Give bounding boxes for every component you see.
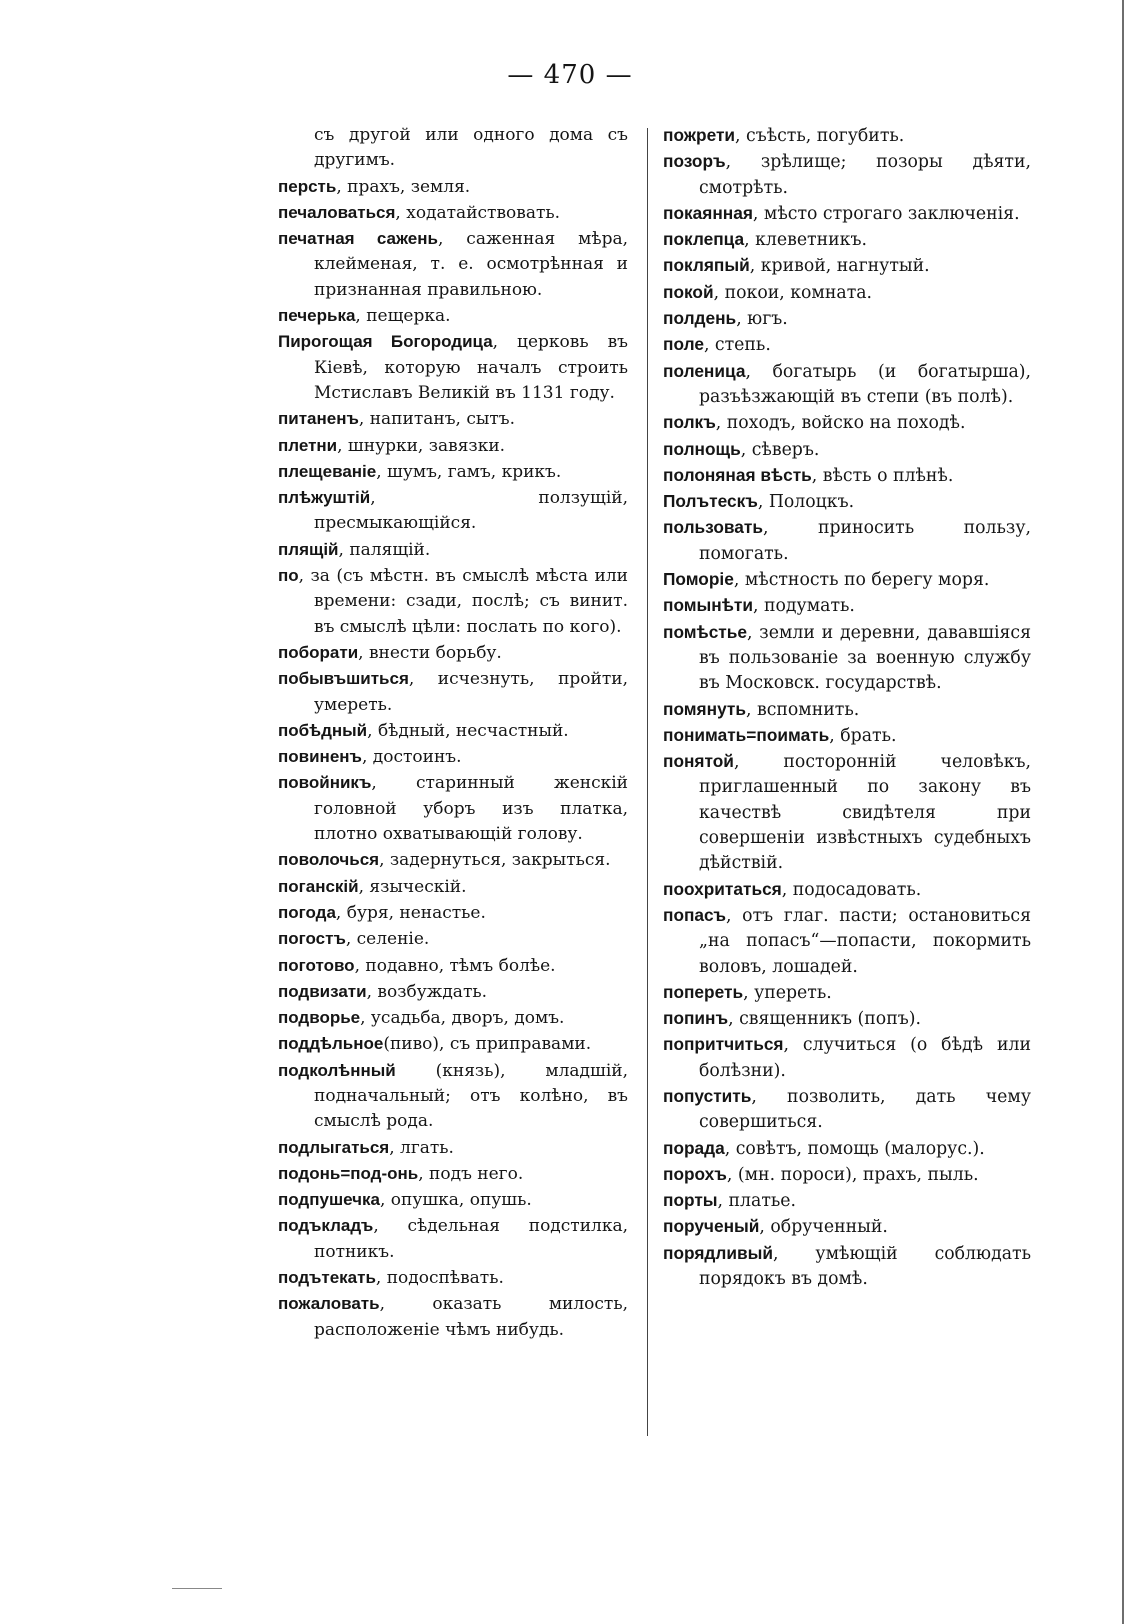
entry-headword: порохъ bbox=[663, 1163, 727, 1184]
left-column bbox=[278, 123, 628, 1343]
dictionary-entry bbox=[663, 332, 1031, 358]
entry-headword: порядливый bbox=[663, 1242, 773, 1263]
entry-definition: , пещерка. bbox=[355, 306, 451, 327]
dictionary-entry bbox=[663, 1241, 1031, 1293]
dictionary-entry bbox=[278, 329, 628, 406]
dictionary-entry bbox=[278, 174, 628, 200]
entry-definition: , умѣющій соблюдать порядокъ въ домѣ. bbox=[699, 1243, 1031, 1290]
dictionary-entry bbox=[663, 749, 1031, 876]
entry-headword: погостъ bbox=[278, 929, 346, 949]
entry-headword: плещеваніе bbox=[278, 461, 377, 481]
entry-definition: , селеніе. bbox=[345, 929, 430, 950]
dictionary-entry bbox=[663, 593, 1031, 619]
entry-definition: , шнурки, завязки. bbox=[337, 435, 506, 456]
dictionary-entry bbox=[278, 226, 628, 303]
entry-definition: , упереть. bbox=[743, 982, 832, 1003]
dictionary-entry bbox=[278, 1291, 628, 1343]
entry-definition: , внести борьбу. bbox=[358, 642, 502, 663]
dictionary-entry bbox=[278, 770, 628, 847]
entry-definition: , священникъ (попъ). bbox=[728, 1009, 921, 1030]
entry-headword: поохритаться bbox=[663, 878, 782, 899]
entry-definition: , саженная мѣра, клейменая, т. е. осмотрѣнная и признанная правильною. bbox=[314, 229, 629, 300]
entry-definition: , шумъ, гамъ, крикъ. bbox=[376, 461, 562, 482]
dictionary-entry bbox=[278, 718, 628, 744]
dictionary-entry bbox=[278, 1161, 628, 1187]
dictionary-entry bbox=[278, 874, 628, 900]
dictionary-entry bbox=[278, 953, 628, 979]
entry-headword: попереть bbox=[663, 981, 744, 1002]
entry-headword: понимать=поимать bbox=[663, 724, 830, 745]
entry-definition: , подоспѣвать. bbox=[375, 1268, 504, 1289]
dictionary-entry bbox=[663, 280, 1031, 306]
entry-definition: , совѣтъ, помощь (малорус.). bbox=[724, 1138, 985, 1159]
dictionary-entry bbox=[663, 123, 1031, 149]
dictionary-entry bbox=[663, 306, 1031, 332]
entry-definition: , съѣсть, погубить. bbox=[735, 126, 905, 146]
entry-definition: , мѣсто строгаго заключенія. bbox=[752, 203, 1020, 224]
entry-definition: , языческій. bbox=[358, 876, 467, 897]
entry-headword: понятой bbox=[663, 751, 734, 772]
entry-headword: Поморіе bbox=[663, 569, 734, 590]
entry-definition: , Полоцкъ. bbox=[757, 492, 855, 513]
entry-definition: , отъ глаг. пасти; остановиться „на попасъ“—попасти, покормить воловъ, лошадей. bbox=[699, 905, 1031, 977]
dictionary-entry bbox=[278, 1005, 628, 1031]
dictionary-entry bbox=[278, 847, 628, 873]
entry-definition: , клеветникъ. bbox=[744, 230, 867, 251]
dictionary-entry bbox=[278, 1213, 628, 1265]
entry-headword: полкъ bbox=[663, 412, 716, 433]
entry-definition: , платье. bbox=[717, 1191, 797, 1212]
dictionary-entry bbox=[663, 877, 1031, 903]
entry-definition: , бѣдный, несчастный. bbox=[367, 720, 569, 741]
entry-definition: , зрѣлище; позоры дѣяти, смотрѣть. bbox=[699, 152, 1031, 198]
dictionary-entry bbox=[278, 200, 628, 226]
entry-headword: подонь=под-онь bbox=[278, 1163, 419, 1183]
dictionary-entry bbox=[278, 666, 628, 718]
entry-headword: Пирогощая Богородица bbox=[278, 332, 493, 352]
page-number: — 470 — bbox=[507, 60, 633, 90]
entry-definition: , подавно, тѣмъ болѣе. bbox=[354, 955, 556, 976]
page-edge-line bbox=[1122, 0, 1124, 1624]
entry-definition: , сѣверъ. bbox=[740, 439, 820, 460]
entry-definition: , оказать милость, расположеніе чѣмъ нибудь. bbox=[314, 1294, 628, 1340]
entry-headword: позоръ bbox=[663, 151, 726, 172]
entry-headword: подпушечка bbox=[278, 1190, 380, 1210]
dictionary-entry bbox=[278, 900, 628, 926]
entry-definition: , случиться (о бѣдѣ или болѣзни). bbox=[699, 1035, 1031, 1081]
entry-headword: порада bbox=[663, 1137, 725, 1158]
entry-headword: поддѣльное bbox=[278, 1034, 384, 1054]
dictionary-entry bbox=[663, 567, 1031, 593]
dictionary-entry bbox=[663, 1214, 1031, 1240]
entry-definition: , подъ него. bbox=[418, 1163, 524, 1184]
entry-definition: , вспомнить. bbox=[745, 699, 860, 720]
entry-headword: поволочься bbox=[278, 850, 380, 870]
dictionary-entry bbox=[663, 1136, 1031, 1162]
dictionary-entry bbox=[663, 1006, 1031, 1032]
entry-headword: покой bbox=[663, 281, 714, 302]
entry-headword: пожрети bbox=[663, 125, 736, 145]
dictionary-entry bbox=[663, 489, 1031, 515]
entry-headword: поганскій bbox=[278, 876, 359, 896]
dictionary-entry bbox=[663, 359, 1031, 411]
dictionary-entry bbox=[663, 515, 1031, 567]
entry-definition: , задернуться, закрыться. bbox=[379, 850, 611, 871]
entry-headword: поготово bbox=[278, 955, 355, 975]
entry-headword: поборати bbox=[278, 642, 359, 662]
entry-headword: поленица bbox=[663, 360, 746, 381]
dictionary-entry bbox=[278, 1135, 628, 1161]
footer-rule bbox=[172, 1588, 222, 1589]
entry-headword: помянуть bbox=[663, 698, 746, 719]
dictionary-entry bbox=[278, 303, 628, 329]
entry-definition: , приносить пользу, помогать. bbox=[699, 518, 1031, 564]
dictionary-entry bbox=[278, 1187, 628, 1213]
entry-definition: , брать. bbox=[829, 725, 897, 746]
entry-headword: полдень bbox=[663, 308, 737, 329]
dictionary-entry bbox=[663, 437, 1031, 463]
entry-headword: побѣдный bbox=[278, 720, 368, 740]
entry-definition: , усадьба, дворъ, домъ. bbox=[360, 1008, 565, 1029]
right-column bbox=[663, 123, 1031, 1292]
entry-definition: , походъ, войско на походѣ. bbox=[715, 413, 966, 434]
dictionary-entry bbox=[663, 1032, 1031, 1084]
dictionary-entry bbox=[278, 459, 628, 485]
dictionary-entry bbox=[278, 1058, 628, 1135]
entry-definition: , позволить, дать чему совершиться. bbox=[699, 1086, 1031, 1133]
entry-definition: , опушка, опушь. bbox=[379, 1190, 532, 1211]
entry-headword: покаянная bbox=[663, 202, 753, 223]
entry-definition: , кривой, нагнутый. bbox=[749, 256, 930, 277]
entry-headword: печаловаться bbox=[278, 202, 396, 222]
entry-definition: , (мн. пороси), прахъ, пыль. bbox=[726, 1164, 979, 1185]
dictionary-entry bbox=[278, 537, 628, 563]
entry-headword: попасъ bbox=[663, 904, 727, 925]
entry-headword: плетни bbox=[278, 435, 338, 455]
dictionary-entry bbox=[663, 1162, 1031, 1188]
entry-headword: погода bbox=[278, 902, 336, 922]
entry-headword: порученый bbox=[663, 1216, 760, 1237]
dictionary-entry bbox=[663, 1084, 1031, 1136]
entry-headword: плѣжуштій bbox=[278, 488, 371, 508]
dictionary-entry bbox=[663, 410, 1031, 436]
entry-definition: (пиво), съ приправами. bbox=[383, 1034, 592, 1055]
entry-headword: Полътескъ bbox=[663, 491, 758, 512]
entry-headword: печерька bbox=[278, 306, 356, 326]
dictionary-entry bbox=[278, 406, 628, 432]
entry-definition: , буря, ненастье. bbox=[335, 902, 486, 923]
dictionary-entry bbox=[278, 1265, 628, 1291]
entry-definition: , покои, комната. bbox=[713, 282, 873, 303]
dictionary-entry bbox=[663, 903, 1031, 980]
entry-definition: , напитанъ, сытъ. bbox=[358, 409, 515, 430]
entry-headword: пожаловать bbox=[278, 1294, 380, 1314]
dictionary-entry bbox=[278, 433, 628, 459]
entry-definition: съ другой или одного дома съ другимъ. bbox=[314, 125, 628, 171]
entry-definition: , богатырь (и богатырша), разъѣзжающій въ степи (въ полѣ). bbox=[699, 361, 1031, 407]
entry-definition: , достоинъ. bbox=[361, 747, 462, 768]
dictionary-entry bbox=[278, 979, 628, 1005]
dictionary-entry bbox=[663, 723, 1031, 749]
entry-definition: , за (съ мѣстн. въ смыслѣ мѣста или времени: сзади, послѣ; съ винит. въ смыслѣ цѣли: послать по кого). bbox=[298, 566, 628, 637]
entry-definition: , возбуждать. bbox=[366, 981, 488, 1002]
entry-definition: , мѣстность по берегу моря. bbox=[733, 570, 990, 591]
dictionary-entry bbox=[278, 926, 628, 952]
entry-definition: , посторонній человѣкъ, приглашенный по закону въ качествѣ свидѣтеля при совершеніи извѣстныхъ судебныхъ дѣйствій. bbox=[699, 752, 1031, 874]
entry-headword: повиненъ bbox=[278, 747, 362, 767]
entry-definition: , степь. bbox=[703, 335, 771, 356]
entry-headword: побывъшиться bbox=[278, 669, 409, 689]
entry-definition: , подосадовать. bbox=[781, 879, 922, 900]
entry-definition: (князь), младшій, подначальный; отъ колѣно, въ смыслѣ рода. bbox=[314, 1060, 628, 1132]
entry-headword: плящій bbox=[278, 539, 339, 559]
dictionary-entry bbox=[278, 563, 628, 640]
dictionary-entry bbox=[663, 620, 1031, 697]
entry-definition: , ползущій, пресмыкающійся. bbox=[314, 488, 628, 534]
entry-headword: подлыгаться bbox=[278, 1137, 390, 1157]
column-divider bbox=[647, 128, 648, 1436]
entry-headword: попинъ bbox=[663, 1008, 729, 1029]
dictionary-entry bbox=[663, 201, 1031, 227]
entry-headword: попустить bbox=[663, 1085, 752, 1106]
dictionary-entry bbox=[278, 1031, 628, 1057]
dictionary-entry bbox=[663, 253, 1031, 279]
entry-headword: попритчиться bbox=[663, 1034, 784, 1055]
entry-headword: помынѣти bbox=[663, 595, 753, 616]
entry-headword: покляпый bbox=[663, 255, 750, 276]
entry-headword: подворье bbox=[278, 1008, 361, 1028]
entry-headword: повойникъ bbox=[278, 773, 372, 793]
entry-headword: персть bbox=[278, 176, 337, 196]
entry-definition: , прахъ, земля. bbox=[336, 176, 471, 197]
dictionary-entry bbox=[663, 980, 1031, 1006]
dictionary-entry bbox=[663, 1188, 1031, 1214]
entry-definition: , земли и деревни, дававшіяся въ пользованіе за военную службу въ Московск. государствѣ. bbox=[699, 622, 1031, 694]
entry-headword: печатная сажень bbox=[278, 229, 438, 249]
entry-definition: , церковь въ Кіевѣ, которую началъ строить Мстиславъ Великій въ 1131 году. bbox=[314, 332, 628, 403]
dictionary-entry bbox=[663, 149, 1031, 201]
entry-headword: подътекать bbox=[278, 1268, 376, 1288]
dictionary-entry bbox=[663, 697, 1031, 723]
dictionary-entry bbox=[278, 485, 628, 537]
dictionary-entry bbox=[278, 744, 628, 770]
dictionary-entry bbox=[278, 640, 628, 666]
entry-headword: полоняная вѣсть bbox=[663, 464, 812, 485]
entry-definition: , обрученный. bbox=[759, 1217, 888, 1238]
entry-headword: питаненъ bbox=[278, 409, 359, 429]
entry-headword: полнощь bbox=[663, 438, 741, 459]
entry-definition: , вѣсть о плѣнѣ. bbox=[811, 465, 954, 486]
entry-headword: поклепца bbox=[663, 229, 745, 250]
entry-definition: , старинный женскій головной уборъ изъ платка, плотно охватывающій голову. bbox=[314, 773, 628, 845]
entry-headword: помѣстье bbox=[663, 621, 748, 642]
dictionary-entry bbox=[278, 123, 628, 174]
entry-headword: поле bbox=[663, 334, 704, 355]
entry-definition: , югъ. bbox=[736, 309, 788, 330]
entry-headword: порты bbox=[663, 1190, 718, 1211]
entry-headword: подъкладъ bbox=[278, 1216, 374, 1236]
entry-headword: подвизати bbox=[278, 981, 367, 1001]
entry-definition: , сѣдельная подстилка, потникъ. bbox=[314, 1216, 628, 1262]
entry-definition: , палящій. bbox=[338, 539, 431, 560]
entry-definition: , подумать. bbox=[752, 596, 855, 617]
dictionary-entry bbox=[663, 463, 1031, 489]
entry-headword: по bbox=[278, 566, 299, 586]
entry-headword: подколѣнный bbox=[278, 1060, 396, 1080]
dictionary-entry bbox=[663, 227, 1031, 253]
entry-definition: , лгать. bbox=[389, 1137, 454, 1158]
entry-definition: , исчезнуть, пройти, умереть. bbox=[314, 669, 628, 715]
entry-headword: пользовать bbox=[663, 517, 763, 538]
entry-definition: , ходатайствовать. bbox=[395, 202, 561, 223]
